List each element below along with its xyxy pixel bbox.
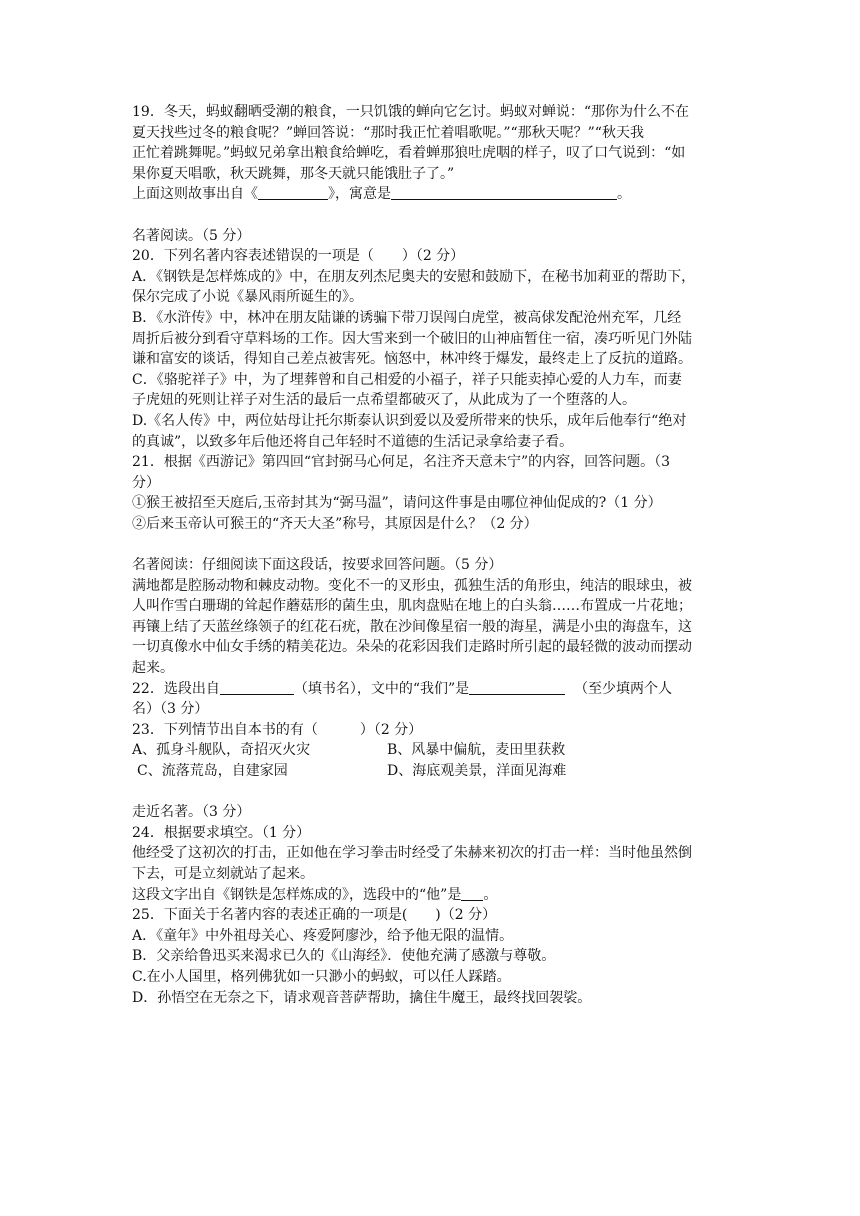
passage-line: 满地都是腔肠动物和棘皮动物。变化不一的叉形虫，孤独生活的角形虫，纯洁的眼球虫，被 [132,577,692,594]
q19-fill-text: 。 [617,186,631,203]
q24-stem: 24．根据要求填空。（1 分） [132,824,311,841]
q22-text: （填书名），文中的“我们”是 [293,680,470,697]
moral-blank[interactable] [391,184,617,200]
section-heading: 走近名著。（3 分） [132,804,251,821]
q20-option-line: 谦和富安的谈话，得知自己差点被害死。恼怒中，林冲终于爆发，最终走上了反抗的道路。 [132,351,692,368]
q19-fill-text: 》，寓意是 [328,186,391,203]
q20-option-line: C．《骆驼祥子》中，为了埋葬曾和自己相爱的小福子，祥子只能卖掉心爱的人力车，而妻 [132,371,682,388]
q20-option-line: 子虎妞的死则让祥子对生活的最后一点希望都破灭了，从此成为了一个堕落的人。 [132,392,636,409]
q21-subquestion: ①猴王被招至天庭后,玉帝封其为“弼马温”，请问这件事是由哪位神仙促成的?（1 分） [132,495,662,512]
q19-line: 正忙着跳舞呢。”蚂蚁兄弟拿出粮食给蝉吃，看着蝉那狼吐虎咽的样子，叹了口气说到：“如 [132,145,686,162]
q20-stem: 20．下列名著内容表述错误的一项是（ ）（2 分） [132,248,465,265]
q20-option-line: D.《名人传》中，两位姑母让托尔斯泰认识到爱以及爱所带来的快乐，成年后他奉行“绝对 [132,412,687,429]
q23-option-a: A、孤身斗舰队，奇招灭火灾 [132,742,311,759]
q25-option: A．《童年》中外祖母关心、疼爱阿廖沙，给予他无限的温情。 [132,927,514,944]
passage-line: 人叫作雪白珊瑚的耸起作蘑菇形的菌生虫，肌肉盘贴在地上的白头翁……布置成一片花地； [132,598,692,615]
q19-fill-text: 上面这则故事出自《 [132,186,258,203]
q20-option-line: 周折后被分到看守草料场的工作。因大雪来到一个破旧的山神庙暂住一宿，凑巧听见门外陆 [132,330,692,347]
q21-subquestion: ②后来玉帝认可猴王的“齐天大圣”称号，其原因是什么？（2 分） [132,515,538,532]
q23-options-row [132,740,732,761]
q24-fill-text: 。 [483,886,498,903]
book-name-blank[interactable] [220,679,294,695]
q19-line: 夏天找些过冬的粮食呢？”蝉回答说：“那时我正忙着唱歌呢。”“那秋天呢？”“秋天我 [132,124,644,141]
q22-line [132,679,732,700]
q22-text: 22．选段出自 [132,680,220,697]
section-heading: 名著阅读：仔细阅读下面这段话，按要求回答问题。（5 分） [132,557,503,574]
q24-line: 下去，可是立刻就站了起来。 [132,865,314,882]
q24-line: 他经受了这初次的打击，正如他在学习拳击时经受了朱赫来初次的打击一样：当时他虽然倒 [132,845,692,862]
q21-line: 分） [132,474,160,491]
q25-stem: 25．下面关于名著内容的表述正确的一项是( )（2 分） [132,907,497,924]
q20-option-line: 的真诚”，以致多年后他还将自己年轻时不道德的生活记录拿给妻子看。 [132,433,574,450]
q23-stem: 23．下列情节出自本书的有（ ）（2 分） [132,721,423,738]
q24-fill-line [132,885,732,906]
q22-text: （至少填两个人 [574,680,673,697]
q19-line: 19．冬天，蚂蚁翻晒受潮的粮食，一只饥饿的蝉向它乞讨。蚂蚁对蝉说：“那你为什么不在 [132,104,689,120]
passage-line: 起来。 [132,660,174,677]
q25-option: C.在小人国里，格列佛犹如一只渺小的蚂蚁，可以任人踩踏。 [132,968,511,985]
q20-option-line: 保尔完成了小说《暴风雨所诞生的》。 [132,289,363,306]
passage-line: 一切真像水中仙女手绣的精美花边。朵朵的花彩因我们走路时所引起的最轻微的波动而摆动 [132,639,692,656]
q19-line: 果你夏天唱歌，秋天跳舞，那冬天就只能饿肚子了。” [132,165,455,182]
section-heading: 名著阅读。（5 分） [132,227,251,244]
q23-options-row [132,761,732,782]
q21-line: 21．根据《西游记》第四回“官封弼马心何足，名注齐天意未宁”的内容，回答问题。（3 [132,454,671,471]
q25-option: B．父亲给鲁迅买来渴求已久的《山海经》．使他充满了感激与尊敬。 [132,948,556,965]
he-blank[interactable] [461,885,483,901]
passage-line: 再镶上结了天蓝丝绦领子的红花石疣，散在沙间像星宿一般的海星，满是小虫的海盘车，这 [132,618,692,635]
q23-option-c: C、流落荒岛，自建家园 [137,763,288,779]
q24-fill-text: 这段文字出自《钢铁是怎样炼成的》，选段中的“他”是 [132,886,462,903]
q20-option-line: A．《钢铁是怎样炼成的》中，在朋友列杰尼奥夫的安慰和鼓励下，在秘书加莉亚的帮助下， [132,268,696,285]
document-page [132,102,732,1008]
q20-option-line: B．《水浒传》中，林冲在朋友陆谦的诱骗下带刀误闯白虎堂，被高俅发配沧州充军，几经 [132,309,682,326]
q23-option-d: D、海底观美景，洋面见海难 [387,763,567,779]
characters-blank[interactable] [469,679,565,695]
q19-fill-line [132,184,732,205]
book-title-blank[interactable] [258,184,328,200]
q23-option-b: B、风暴中偏航，麦田里获救 [387,742,566,759]
q25-option: D．孙悟空在无奈之下，请求观音菩萨帮助，擒住牛魔王，最终找回袈裟。 [132,989,592,1006]
q22-line: 名）（3 分） [132,701,209,718]
